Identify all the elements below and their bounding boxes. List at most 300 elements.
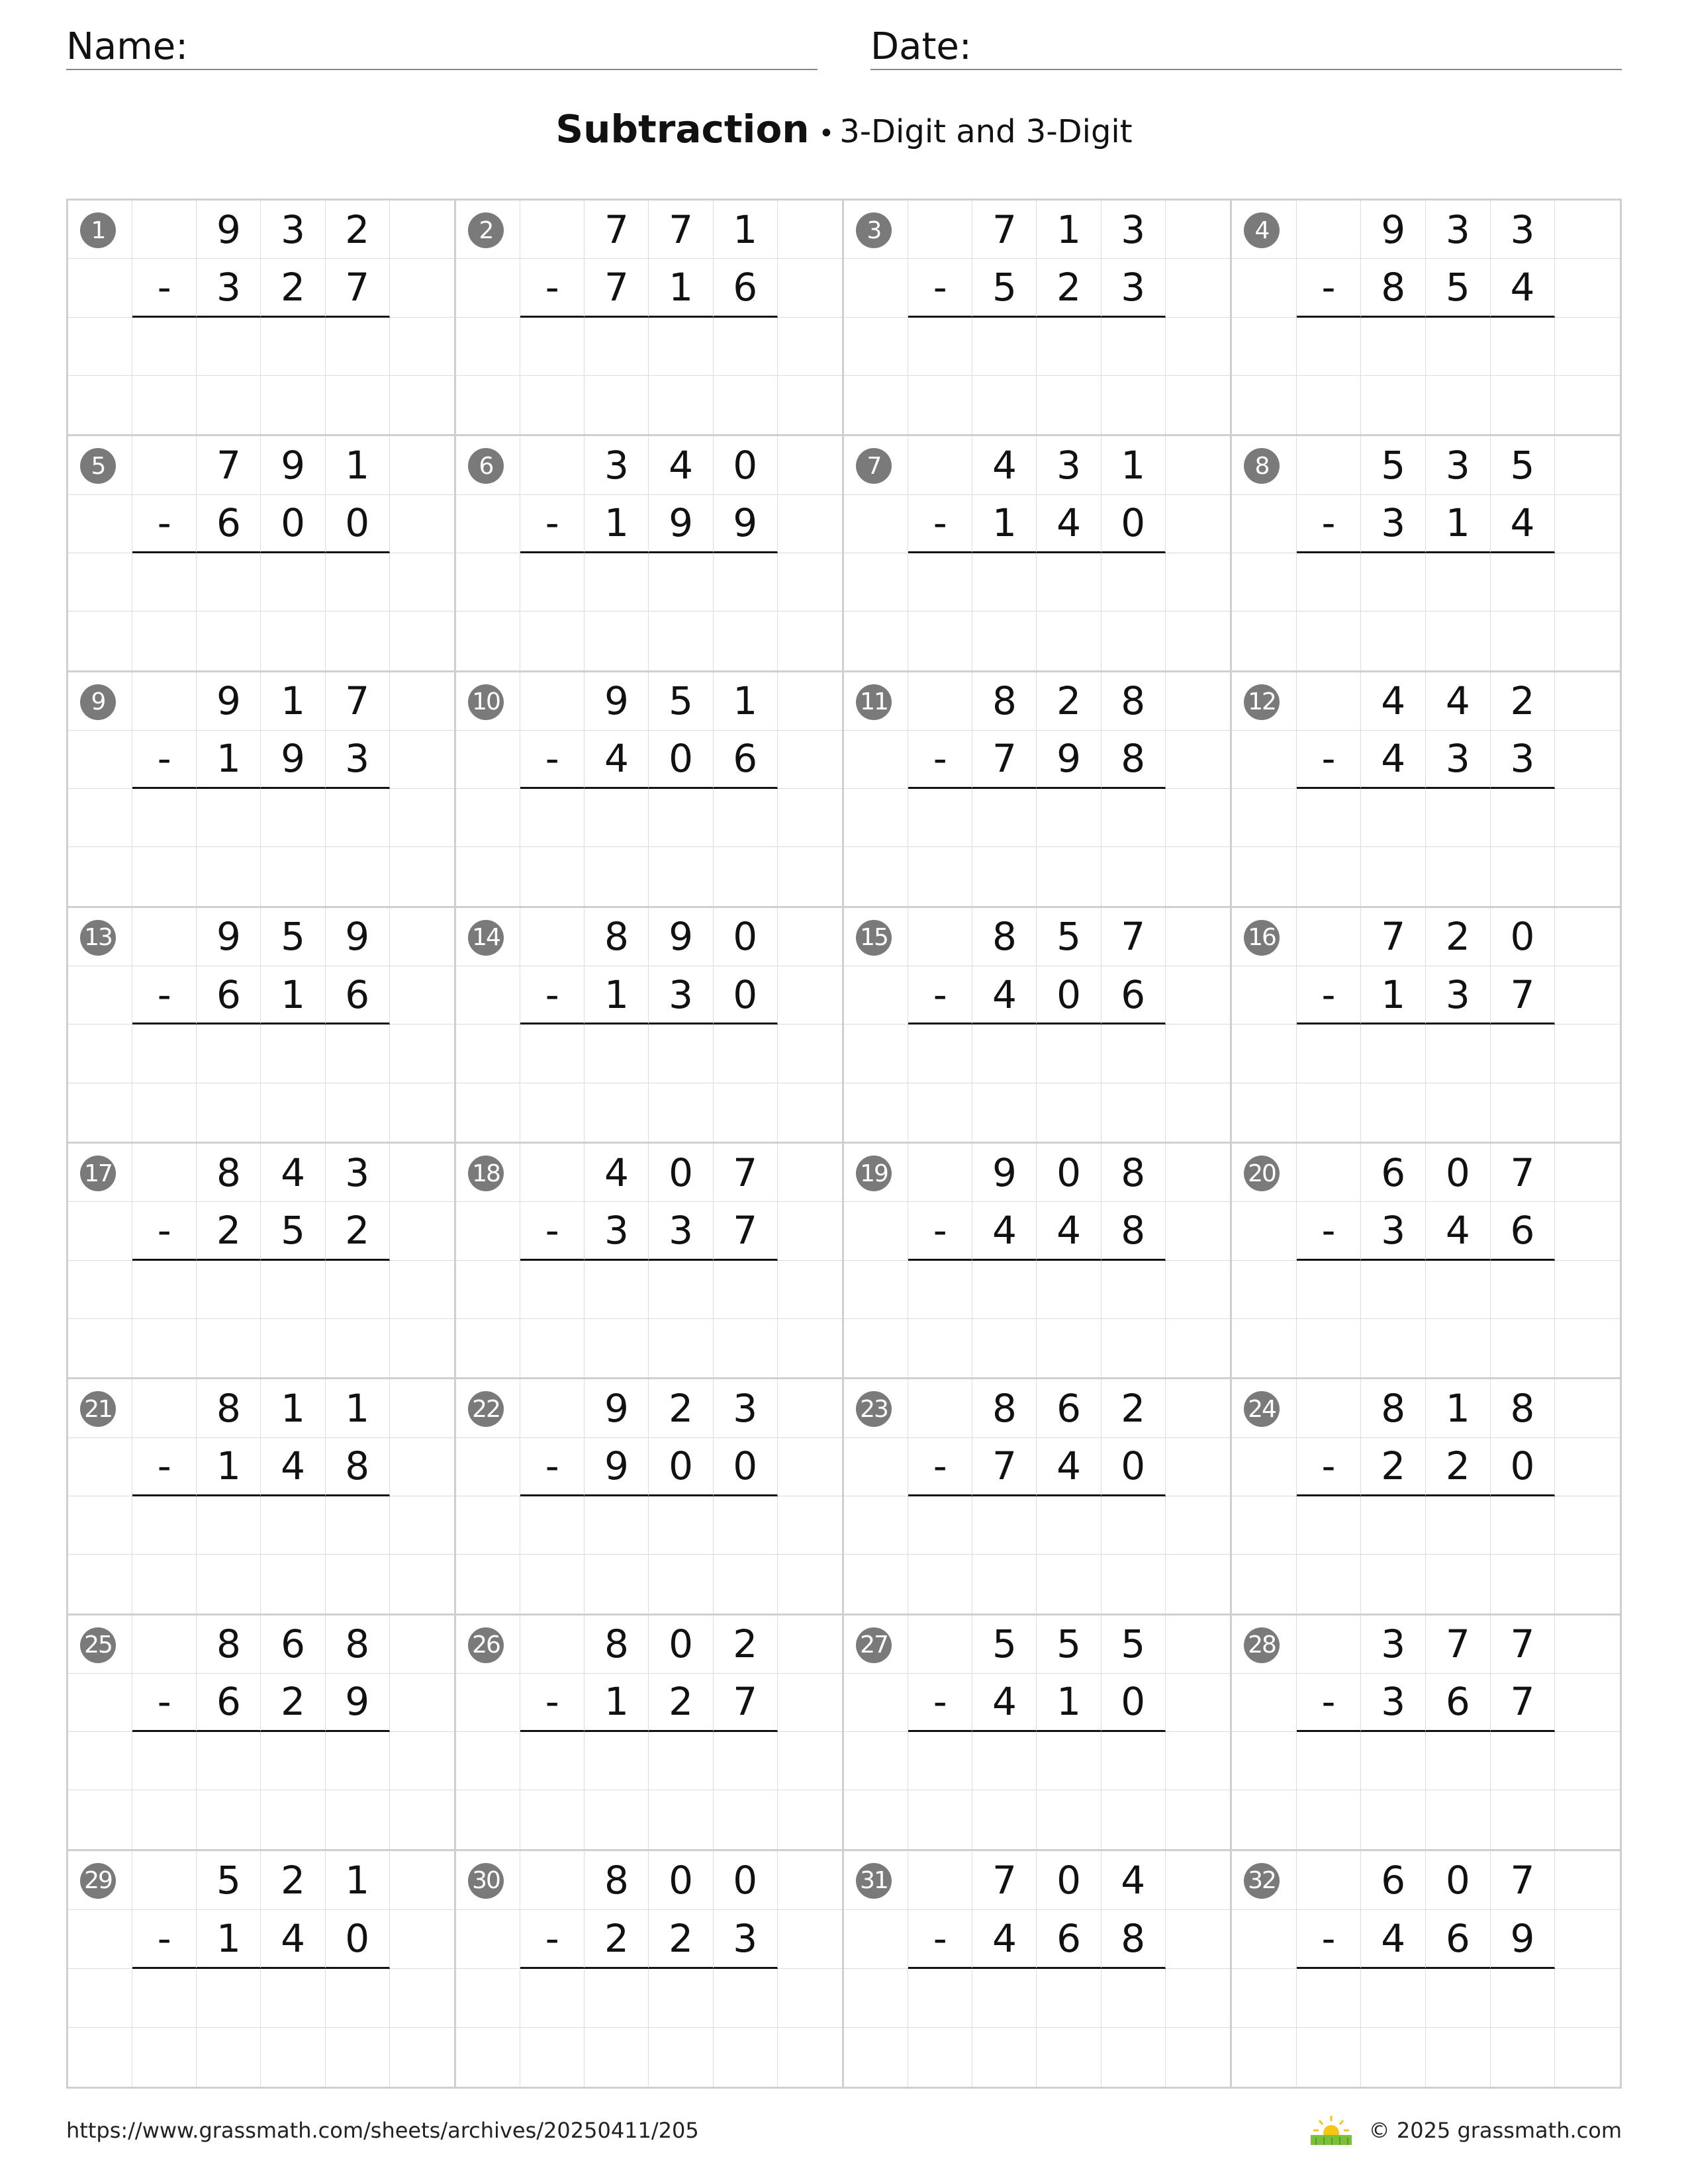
answer-box[interactable] xyxy=(972,1732,1037,1790)
answer-box[interactable] xyxy=(1037,1083,1101,1142)
answer-box[interactable] xyxy=(1491,1555,1556,1613)
answer-box[interactable] xyxy=(1297,1024,1362,1083)
grid-square xyxy=(390,436,454,494)
answer-box[interactable] xyxy=(972,1969,1037,2028)
answer-box[interactable] xyxy=(1491,1496,1556,1555)
answer-box[interactable] xyxy=(197,318,261,376)
answer-box[interactable] xyxy=(585,789,649,847)
name-field[interactable] xyxy=(66,25,818,70)
answer-box[interactable] xyxy=(714,847,778,905)
answer-box[interactable] xyxy=(1037,1261,1101,1319)
answer-box[interactable] xyxy=(908,789,972,847)
grid-square xyxy=(1232,1319,1297,1377)
answer-box[interactable] xyxy=(649,612,713,670)
answer-box[interactable] xyxy=(908,1024,972,1083)
answer-box[interactable] xyxy=(132,1319,197,1377)
answer-box[interactable] xyxy=(261,1024,325,1083)
answer-box[interactable] xyxy=(714,2028,778,2087)
answer-box[interactable] xyxy=(520,1790,585,1848)
answer-box[interactable] xyxy=(1102,1083,1166,1142)
answer-box[interactable] xyxy=(261,1261,325,1319)
minus-sign: - xyxy=(132,1438,197,1496)
answer-box[interactable] xyxy=(1102,318,1166,376)
answer-box[interactable] xyxy=(714,1790,778,1848)
answer-box[interactable] xyxy=(520,1083,585,1142)
answer-box[interactable] xyxy=(649,1319,713,1377)
answer-box[interactable] xyxy=(261,1083,325,1142)
answer-box[interactable] xyxy=(197,1261,261,1319)
answer-box[interactable] xyxy=(1426,1790,1491,1848)
grid-square xyxy=(778,1969,842,2028)
answer-box[interactable] xyxy=(197,1024,261,1083)
answer-box[interactable] xyxy=(1426,1555,1491,1613)
answer-box[interactable] xyxy=(520,318,585,376)
answer-box[interactable] xyxy=(585,1496,649,1555)
answer-box[interactable] xyxy=(1491,612,1556,670)
answer-box[interactable] xyxy=(197,1732,261,1790)
date-field[interactable] xyxy=(870,25,1622,70)
answer-box[interactable] xyxy=(197,1319,261,1377)
grid-square xyxy=(844,1261,908,1319)
answer-box[interactable] xyxy=(972,1319,1037,1377)
answer-box[interactable] xyxy=(1102,1496,1166,1555)
answer-box[interactable] xyxy=(1426,1083,1491,1142)
answer-box[interactable] xyxy=(714,318,778,376)
answer-box[interactable] xyxy=(520,2028,585,2087)
answer-box[interactable] xyxy=(520,1024,585,1083)
answer-box[interactable] xyxy=(197,1790,261,1848)
answer-box[interactable] xyxy=(1361,318,1426,376)
answer-box[interactable] xyxy=(520,376,585,434)
grid-square xyxy=(1232,553,1297,612)
answer-box[interactable] xyxy=(326,1261,390,1319)
answer-box[interactable] xyxy=(585,612,649,670)
grid-square xyxy=(1166,847,1230,905)
answer-box[interactable] xyxy=(714,1555,778,1613)
answer-box[interactable] xyxy=(649,1790,713,1848)
answer-box[interactable] xyxy=(585,1969,649,2028)
answer-box[interactable] xyxy=(1426,1732,1491,1790)
answer-box[interactable] xyxy=(1037,318,1101,376)
answer-box[interactable] xyxy=(1037,1555,1101,1613)
answer-box[interactable] xyxy=(1297,1555,1362,1613)
answer-box[interactable] xyxy=(520,553,585,612)
answer-box[interactable] xyxy=(520,1319,585,1377)
answer-box[interactable] xyxy=(908,1319,972,1377)
answer-box[interactable] xyxy=(1491,1261,1556,1319)
answer-box[interactable] xyxy=(1361,1732,1426,1790)
subtrahend-digit: 4 xyxy=(1361,1910,1426,1969)
answer-box[interactable] xyxy=(1297,1261,1362,1319)
answer-box[interactable] xyxy=(1426,553,1491,612)
answer-box[interactable] xyxy=(714,1496,778,1555)
answer-box[interactable] xyxy=(132,2028,197,2087)
answer-box[interactable] xyxy=(1037,376,1101,434)
answer-box[interactable] xyxy=(649,847,713,905)
answer-box[interactable] xyxy=(520,1732,585,1790)
answer-box[interactable] xyxy=(972,1024,1037,1083)
answer-box[interactable] xyxy=(972,789,1037,847)
answer-box[interactable] xyxy=(132,847,197,905)
answer-box[interactable] xyxy=(197,553,261,612)
answer-box[interactable] xyxy=(1037,553,1101,612)
answer-box[interactable] xyxy=(585,1319,649,1377)
answer-box[interactable] xyxy=(520,1261,585,1319)
answer-box[interactable] xyxy=(197,1969,261,2028)
grid-square xyxy=(1555,1379,1620,1437)
answer-box[interactable] xyxy=(649,1261,713,1319)
grid-square xyxy=(456,1496,520,1555)
answer-box[interactable] xyxy=(197,789,261,847)
answer-box[interactable] xyxy=(261,789,325,847)
answer-box[interactable] xyxy=(908,1790,972,1848)
answer-box[interactable] xyxy=(520,789,585,847)
grid-square xyxy=(844,1732,908,1790)
answer-box[interactable] xyxy=(972,376,1037,434)
answer-box[interactable] xyxy=(1491,1319,1556,1377)
answer-box[interactable] xyxy=(1361,1496,1426,1555)
answer-box[interactable] xyxy=(326,553,390,612)
answer-box[interactable] xyxy=(908,1261,972,1319)
subtrahend-digit: 1 xyxy=(197,731,261,789)
minuend-digit: 1 xyxy=(326,436,390,494)
answer-box[interactable] xyxy=(649,1969,713,2028)
answer-box[interactable] xyxy=(908,1496,972,1555)
subtrahend-digit: 6 xyxy=(1491,1202,1556,1260)
answer-box[interactable] xyxy=(1491,2028,1556,2087)
answer-box[interactable] xyxy=(1491,1024,1556,1083)
answer-box[interactable] xyxy=(326,1732,390,1790)
answer-box[interactable] xyxy=(520,612,585,670)
answer-box[interactable] xyxy=(1037,1969,1101,2028)
answer-box[interactable] xyxy=(1426,789,1491,847)
answer-box[interactable] xyxy=(714,553,778,612)
answer-box[interactable] xyxy=(326,1790,390,1848)
answer-box[interactable] xyxy=(1037,1732,1101,1790)
answer-box[interactable] xyxy=(132,1732,197,1790)
answer-box[interactable] xyxy=(714,1969,778,2028)
answer-box[interactable] xyxy=(1297,1319,1362,1377)
answer-box[interactable] xyxy=(326,1083,390,1142)
answer-box[interactable] xyxy=(261,2028,325,2087)
answer-box[interactable] xyxy=(1491,1969,1556,2028)
answer-box[interactable] xyxy=(585,1732,649,1790)
answer-box[interactable] xyxy=(1361,376,1426,434)
answer-box[interactable] xyxy=(714,376,778,434)
answer-box[interactable] xyxy=(1102,1969,1166,2028)
answer-box[interactable] xyxy=(1102,612,1166,670)
answer-box[interactable] xyxy=(261,1319,325,1377)
answer-box[interactable] xyxy=(261,1969,325,2028)
answer-box[interactable] xyxy=(972,1083,1037,1142)
answer-box[interactable] xyxy=(132,1790,197,1848)
answer-box[interactable] xyxy=(326,1496,390,1555)
answer-box[interactable] xyxy=(908,2028,972,2087)
answer-box[interactable] xyxy=(585,1024,649,1083)
grid-square xyxy=(456,1969,520,2028)
answer-box[interactable] xyxy=(1037,847,1101,905)
answer-box[interactable] xyxy=(197,1555,261,1613)
answer-box[interactable] xyxy=(1491,847,1556,905)
answer-box[interactable] xyxy=(908,376,972,434)
answer-box[interactable] xyxy=(1491,1732,1556,1790)
answer-box[interactable] xyxy=(972,612,1037,670)
minus-sign: - xyxy=(132,1202,197,1260)
answer-box[interactable] xyxy=(1361,1555,1426,1613)
grid-square xyxy=(390,1083,454,1142)
answer-box[interactable] xyxy=(714,789,778,847)
answer-box[interactable] xyxy=(1297,553,1362,612)
answer-box[interactable] xyxy=(132,1496,197,1555)
answer-box[interactable] xyxy=(1102,1024,1166,1083)
answer-box[interactable] xyxy=(1426,1024,1491,1083)
answer-box[interactable] xyxy=(1361,1969,1426,2028)
answer-box[interactable] xyxy=(261,318,325,376)
answer-box[interactable] xyxy=(1037,612,1101,670)
answer-box[interactable] xyxy=(132,553,197,612)
answer-box[interactable] xyxy=(1297,318,1362,376)
answer-box[interactable] xyxy=(326,612,390,670)
answer-box[interactable] xyxy=(1037,2028,1101,2087)
answer-box[interactable] xyxy=(1102,2028,1166,2087)
subtrahend-digit: 4 xyxy=(1491,495,1556,553)
answer-box[interactable] xyxy=(1102,1732,1166,1790)
grid-square xyxy=(778,1615,842,1674)
answer-box[interactable] xyxy=(714,612,778,670)
answer-box[interactable] xyxy=(1491,789,1556,847)
answer-box[interactable] xyxy=(1491,376,1556,434)
answer-box[interactable] xyxy=(1491,553,1556,612)
answer-box[interactable] xyxy=(585,318,649,376)
answer-box[interactable] xyxy=(261,847,325,905)
answer-box[interactable] xyxy=(132,1261,197,1319)
minus-sign: - xyxy=(1297,495,1362,553)
problem-number-badge: 24 xyxy=(1244,1391,1280,1427)
answer-box[interactable] xyxy=(585,2028,649,2087)
answer-box[interactable] xyxy=(1426,1319,1491,1377)
answer-box[interactable] xyxy=(520,1969,585,2028)
answer-box[interactable] xyxy=(1297,1969,1362,2028)
answer-box[interactable] xyxy=(326,1024,390,1083)
answer-box[interactable] xyxy=(1037,789,1101,847)
answer-box[interactable] xyxy=(1102,1790,1166,1848)
answer-box[interactable] xyxy=(714,1083,778,1142)
answer-box[interactable] xyxy=(972,847,1037,905)
answer-box[interactable] xyxy=(1491,1790,1556,1848)
answer-box[interactable] xyxy=(326,1969,390,2028)
answer-box[interactable] xyxy=(908,612,972,670)
grid-square xyxy=(1232,1202,1297,1260)
answer-box[interactable] xyxy=(585,376,649,434)
answer-box[interactable] xyxy=(1102,847,1166,905)
answer-box[interactable] xyxy=(972,1261,1037,1319)
answer-box[interactable] xyxy=(649,376,713,434)
answer-box[interactable] xyxy=(1297,847,1362,905)
grid-square xyxy=(132,1144,197,1202)
answer-box[interactable] xyxy=(649,789,713,847)
answer-box[interactable] xyxy=(714,1319,778,1377)
answer-box[interactable] xyxy=(261,1732,325,1790)
answer-box[interactable] xyxy=(1037,1790,1101,1848)
answer-box[interactable] xyxy=(1102,1261,1166,1319)
answer-box[interactable] xyxy=(132,789,197,847)
grid-square xyxy=(68,1732,132,1790)
answer-box[interactable] xyxy=(197,2028,261,2087)
answer-box[interactable] xyxy=(649,1024,713,1083)
answer-box[interactable] xyxy=(649,553,713,612)
answer-box[interactable] xyxy=(132,1083,197,1142)
answer-box[interactable] xyxy=(1297,1496,1362,1555)
answer-box[interactable] xyxy=(261,376,325,434)
answer-box[interactable] xyxy=(1037,1319,1101,1377)
answer-box[interactable] xyxy=(908,1732,972,1790)
answer-box[interactable] xyxy=(649,318,713,376)
answer-box[interactable] xyxy=(1297,1083,1362,1142)
problem-cell xyxy=(844,1851,1232,2087)
answer-box[interactable] xyxy=(714,1024,778,1083)
answer-box[interactable] xyxy=(1491,318,1556,376)
answer-box[interactable] xyxy=(585,1083,649,1142)
answer-box[interactable] xyxy=(1102,376,1166,434)
answer-box[interactable] xyxy=(1361,553,1426,612)
answer-box[interactable] xyxy=(261,1555,325,1613)
answer-box[interactable] xyxy=(585,1555,649,1613)
answer-box[interactable] xyxy=(585,847,649,905)
subtrahend-digit: 1 xyxy=(197,1438,261,1496)
answer-box[interactable] xyxy=(520,1555,585,1613)
answer-box[interactable] xyxy=(326,376,390,434)
grid-square xyxy=(390,672,454,731)
answer-box[interactable] xyxy=(1426,376,1491,434)
answer-box[interactable] xyxy=(1297,376,1362,434)
answer-box[interactable] xyxy=(1361,1024,1426,1083)
answer-box[interactable] xyxy=(1361,612,1426,670)
answer-box[interactable] xyxy=(1426,318,1491,376)
grid-square xyxy=(390,201,454,259)
answer-box[interactable] xyxy=(1361,789,1426,847)
answer-box[interactable] xyxy=(649,1732,713,1790)
answer-box[interactable] xyxy=(1426,847,1491,905)
answer-box[interactable] xyxy=(714,1732,778,1790)
answer-box[interactable] xyxy=(1297,1790,1362,1848)
answer-box[interactable] xyxy=(585,553,649,612)
answer-box[interactable] xyxy=(1297,1732,1362,1790)
answer-box[interactable] xyxy=(261,1496,325,1555)
answer-box[interactable] xyxy=(908,1555,972,1613)
answer-box[interactable] xyxy=(1426,1261,1491,1319)
answer-box[interactable] xyxy=(972,318,1037,376)
answer-box[interactable] xyxy=(649,1555,713,1613)
answer-box[interactable] xyxy=(649,2028,713,2087)
answer-box[interactable] xyxy=(972,1790,1037,1848)
answer-box[interactable] xyxy=(1361,1261,1426,1319)
answer-box[interactable] xyxy=(972,1496,1037,1555)
answer-box[interactable] xyxy=(520,1496,585,1555)
answer-box[interactable] xyxy=(326,318,390,376)
answer-box[interactable] xyxy=(714,1261,778,1319)
answer-box[interactable] xyxy=(1361,847,1426,905)
problem-cell xyxy=(68,1144,456,1379)
answer-box[interactable] xyxy=(585,1261,649,1319)
answer-box[interactable] xyxy=(908,1969,972,2028)
answer-box[interactable] xyxy=(649,1083,713,1142)
subtrahend-digit: 0 xyxy=(261,495,325,553)
answer-box[interactable] xyxy=(326,1319,390,1377)
grid-square xyxy=(1166,966,1230,1024)
answer-box[interactable] xyxy=(261,553,325,612)
answer-box[interactable] xyxy=(326,789,390,847)
answer-box[interactable] xyxy=(197,612,261,670)
answer-box[interactable] xyxy=(326,1555,390,1613)
grid-square xyxy=(844,1910,908,1969)
answer-box[interactable] xyxy=(520,847,585,905)
answer-box[interactable] xyxy=(908,1083,972,1142)
answer-box[interactable] xyxy=(908,318,972,376)
answer-box[interactable] xyxy=(1426,2028,1491,2087)
subtrahend-digit: 7 xyxy=(1491,966,1556,1024)
answer-box[interactable] xyxy=(972,2028,1037,2087)
minuend-digit: 1 xyxy=(714,201,778,259)
answer-box[interactable] xyxy=(326,2028,390,2087)
answer-box[interactable] xyxy=(585,1790,649,1848)
answer-box[interactable] xyxy=(1426,612,1491,670)
answer-box[interactable] xyxy=(1297,612,1362,670)
answer-box[interactable] xyxy=(1102,1555,1166,1613)
answer-box[interactable] xyxy=(132,1969,197,2028)
answer-box[interactable] xyxy=(261,1790,325,1848)
answer-box[interactable] xyxy=(972,553,1037,612)
answer-box[interactable] xyxy=(1426,1969,1491,2028)
answer-box[interactable] xyxy=(197,1496,261,1555)
minuend-digit: 7 xyxy=(585,201,649,259)
answer-box[interactable] xyxy=(132,1024,197,1083)
problem-cell xyxy=(456,436,844,672)
answer-box[interactable] xyxy=(261,612,325,670)
answer-box[interactable] xyxy=(908,847,972,905)
answer-box[interactable] xyxy=(197,376,261,434)
minuend-digit: 4 xyxy=(1426,672,1491,731)
answer-box[interactable] xyxy=(1361,2028,1426,2087)
answer-box[interactable] xyxy=(1102,553,1166,612)
answer-box[interactable] xyxy=(1037,1024,1101,1083)
answer-box[interactable] xyxy=(132,612,197,670)
answer-box[interactable] xyxy=(1102,1319,1166,1377)
answer-box[interactable] xyxy=(1102,789,1166,847)
answer-box[interactable] xyxy=(1297,2028,1362,2087)
grid-square xyxy=(520,201,585,259)
answer-box[interactable] xyxy=(1297,789,1362,847)
answer-box[interactable] xyxy=(1361,1319,1426,1377)
answer-box[interactable] xyxy=(132,376,197,434)
answer-box[interactable] xyxy=(972,1555,1037,1613)
minuend-digit: 0 xyxy=(649,1851,713,1910)
answer-box[interactable] xyxy=(197,847,261,905)
answer-box[interactable] xyxy=(1426,1496,1491,1555)
answer-box[interactable] xyxy=(197,1083,261,1142)
answer-box[interactable] xyxy=(132,318,197,376)
answer-box[interactable] xyxy=(649,1496,713,1555)
answer-box[interactable] xyxy=(326,847,390,905)
answer-box[interactable] xyxy=(132,1555,197,1613)
minuend-digit: 8 xyxy=(1491,1379,1556,1437)
minuend-digit: 2 xyxy=(326,201,390,259)
answer-box[interactable] xyxy=(1361,1790,1426,1848)
answer-box[interactable] xyxy=(908,553,972,612)
answer-box[interactable] xyxy=(1037,1496,1101,1555)
answer-box[interactable] xyxy=(1361,1083,1426,1142)
grid-square xyxy=(68,1438,132,1496)
answer-box[interactable] xyxy=(1491,1083,1556,1142)
